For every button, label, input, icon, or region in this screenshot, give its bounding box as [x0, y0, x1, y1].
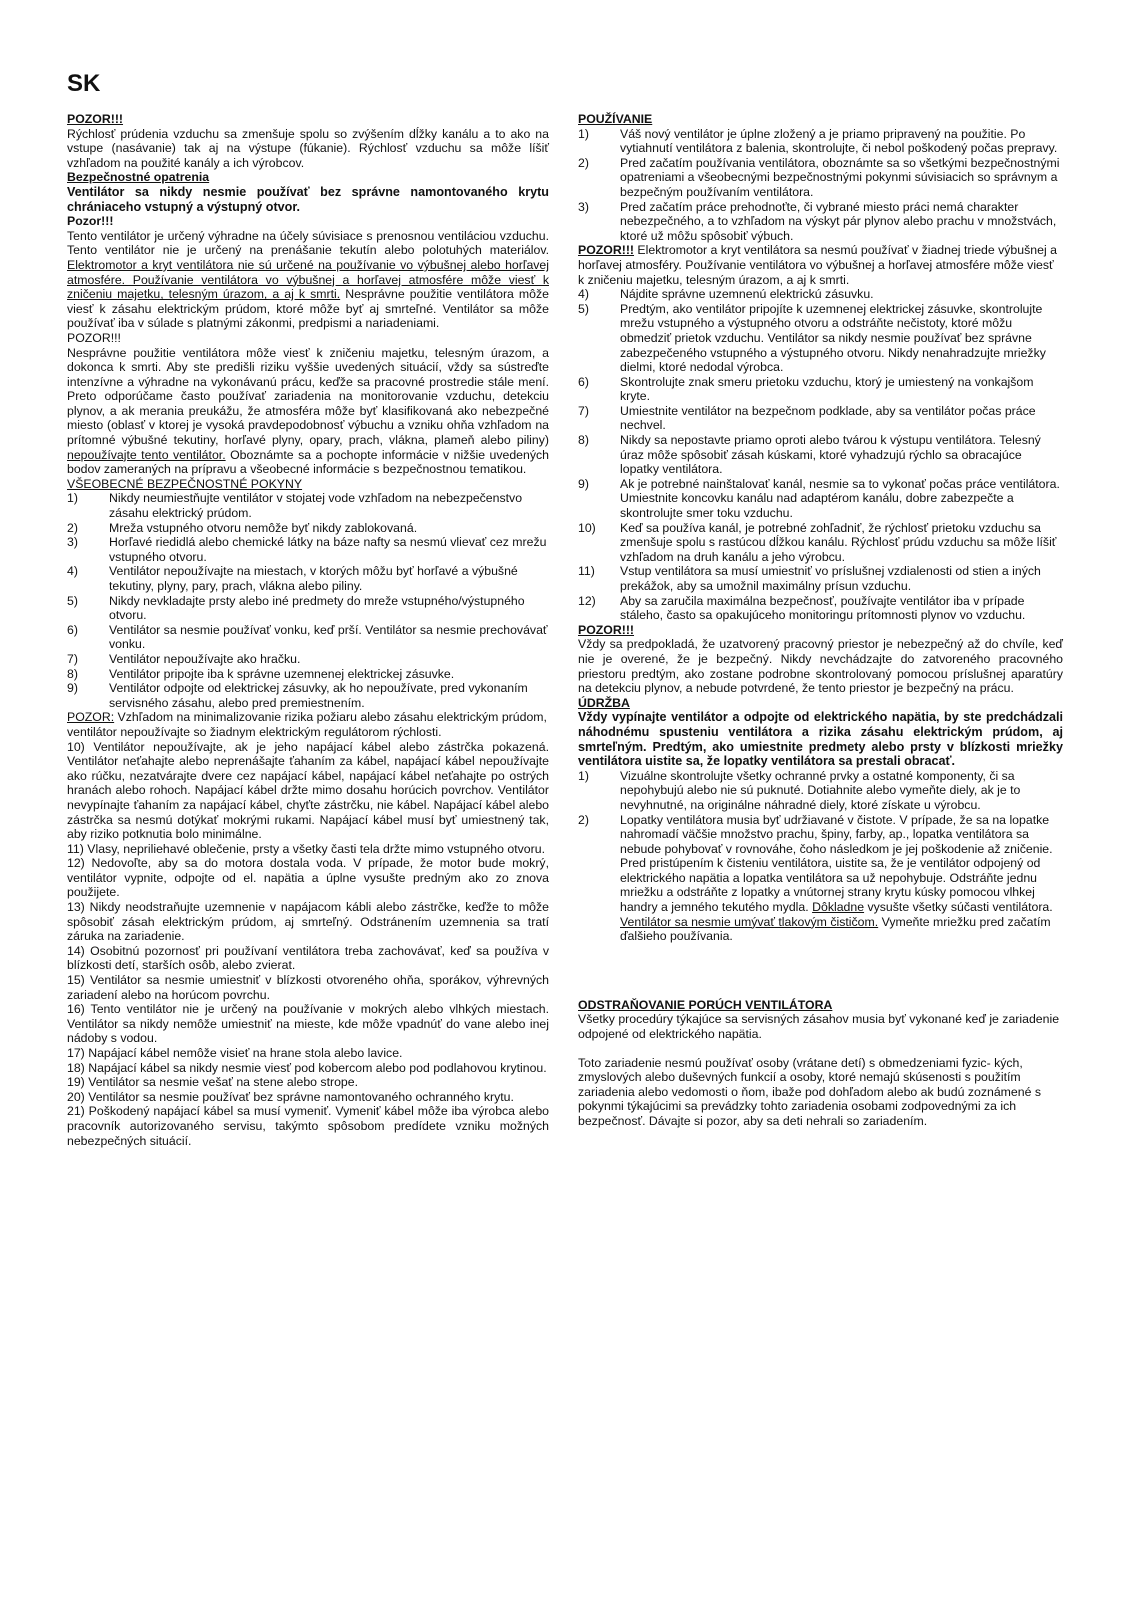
- list-item: [578, 156, 1063, 200]
- item-text-part: Vymeňte mriežku pred začatím ďalšieho používania.: [620, 914, 1051, 944]
- list-item: [578, 564, 1063, 593]
- troubleshooting-text: Všetky procedúry týkajúce sa servisných zásahov musia byť vykonané keď je zariadenie odpojené od elektrického napätia.: [578, 1012, 1060, 1042]
- list-item: 14) Osobitnú pozornosť pri používaní ventilátora treba zachovávať, keď sa používa v blízkosti detí, starších osôb, alebo zvierat.: [67, 943, 549, 973]
- item-text-underlined: Ventilátor sa nesmie umývať tlakovým čističom.: [620, 914, 879, 929]
- item-number: 11): [578, 564, 595, 579]
- list-item: [67, 681, 549, 710]
- item-number: 8): [578, 433, 589, 448]
- item-number: 3): [67, 535, 78, 550]
- warning-title-1: POZOR!!!: [67, 112, 124, 126]
- list-item: [578, 127, 1063, 156]
- item-text: [620, 813, 1063, 944]
- item-text: Nájdite správne uzemnenú elektrickú zásuvku.: [620, 287, 874, 302]
- item-text: Pred začatím práce prehodnoťte, či vybrané miesto práci nemá charakter nebezpečného, a to vzhľadom na výskyt pár plynov alebo prachu v množstvách, ktoré už môžu spôsobiť výbuch.: [620, 199, 1057, 243]
- list-item: [67, 652, 549, 667]
- item-number: 6): [67, 622, 78, 637]
- speed-controller-warning: [67, 710, 549, 739]
- item-number: 4): [578, 287, 589, 302]
- item-text: Vstup ventilátora sa musí umiestniť vo príslušnej vzdialenosti od stien a iných prekážok, aby sa umožnil maximálny prísun vzduchu.: [620, 564, 1041, 593]
- list-item: 17) Napájací kábel nemôže visieť na hrane stola alebo lavice.: [67, 1046, 403, 1060]
- item-number: 9): [578, 476, 589, 491]
- item-number: 4): [67, 564, 78, 579]
- warning-label: POZOR!!!: [578, 243, 635, 258]
- item-text: Umiestnite ventilátor na bezpečnom podklade, aby sa ventilátor počas práce nechvel.: [620, 403, 1036, 433]
- item-text: Nikdy neumiestňujte ventilátor v stojatej vode vzhľadom na nebezpečenstvo zásahu elektrický prúdom.: [109, 491, 523, 521]
- maintenance-title: ÚDRŽBA: [578, 695, 630, 710]
- item-text-underlined: Dôkladne: [812, 900, 865, 915]
- general-safety-title: VŠEOBECNÉ BEZPEČNOSTNÉ POKYNY: [67, 476, 303, 491]
- warning-title-2: Pozor!!!: [67, 214, 114, 229]
- list-item: 19) Ventilátor sa nesmie vešať na stene alebo strope.: [67, 1075, 359, 1090]
- list-item: [578, 769, 1063, 813]
- item-text: Predtým, ako ventilátor pripojíte k uzemnenej elektrickej zásuvke, skontrolujte mrežu vstupného a výstupného otvoru a odstráňte nečistoty, ktoré môžu obmedziť prietok vzduchu. Ventilátor sa nikdy nesmie používať bez správne zabezpečeného vstupného a výstupného otvoru. Nikdy nenahradzujte mriežky dielmi, ktoré nedodal výrobca.: [620, 301, 1046, 375]
- safety-paragraph-part: Tento ventilátor je určený výhradne na účely súvisiace s prenosnou ventiláciou vzduchu. Tento ventilátor nie je určený na prenášanie tekutín alebo polotuhých materiálov.: [67, 228, 549, 258]
- warning-title-4: POZOR!!!: [578, 622, 635, 637]
- list-item: [578, 404, 1063, 433]
- item-number: 1): [67, 491, 78, 506]
- item-number: 10): [578, 520, 596, 535]
- item-text: Mreža vstupného otvoru nemôže byť nikdy zablokovaná.: [109, 520, 418, 535]
- list-item: 15) Ventilátor sa nesmie umiestniť v blízkosti otvoreného ohňa, sporákov, výhrevných zariadení alebo na horúcom povrchu.: [67, 973, 549, 1002]
- confined-space-warning: Vždy sa predpokladá, že uzatvorený pracovný priestor je nebezpečný až do chvíle, keď nie je overené, že je bezpečný. Nikdy nevchádzajte do zatvoreného pracovného priestoru predtým, ako zostane podrobne skontrolovaný pomocou príslušnej aparatúry na detekciu plynov, a nebude potvrdené, že tento priestor je bezpečný na prácu.: [578, 637, 1063, 696]
- warning-label: POZOR:: [67, 710, 115, 725]
- list-item: [67, 623, 549, 652]
- item-number: 8): [67, 666, 78, 681]
- item-number: 2): [67, 520, 78, 535]
- list-item: [67, 667, 549, 682]
- item-number: 6): [578, 374, 589, 389]
- item-number: 9): [67, 681, 78, 696]
- maintenance-list: [578, 769, 1063, 944]
- usage-title: POUŽÍVANIE: [578, 112, 653, 126]
- usage-list-b: [578, 287, 1063, 623]
- list-item: [67, 535, 549, 564]
- item-text: Skontrolujte znak smeru prietoku vzduchu, ktorý je umiestený na vonkajšom kryte.: [620, 374, 1034, 404]
- usage-list-a: [578, 127, 1063, 244]
- list-item: 11) Vlasy, nepriliehavé oblečenie, prsty a všetky časti tela držte mimo vstupného otvoru.: [67, 841, 545, 856]
- list-item: 20) Ventilátor sa nesmie používať bez správne namontovaného ochranného krytu.: [67, 1089, 514, 1104]
- item-text: Keď sa používa kanál, je potrebné zohľadniť, že rýchlosť prietoku vzduchu sa zmenšuje spolu s rastúcou dĺžkou kanálu. Rýchlosť prúdu vzduchu sa môže líšiť vzhľadom na druh kanálu a jeho výrobcu.: [620, 520, 1057, 564]
- disclaimer-text: Toto zariadenie nesmú používať osoby (vrátane detí) s obmedzeniami fyzic- kých, zmyslových alebo duševných funkcií a osoby, ktoré nemajú skúsenosti s použitím zariadenia alebo vedomosti o ňom, ibaže pod dohľadom alebo ak budú zoznámené s pokynmi týkajúcimi sa prevádzky tohto zariadenia osobami zodpovednými za ich bezpečnosť. Dávajte si pozor, aby sa deti nehrali so zariadením.: [578, 1055, 1041, 1128]
- item-number: 1): [578, 126, 589, 141]
- right-column: [578, 112, 1063, 1129]
- misuse-paragraph-part: Nesprávne použitie ventilátora môže viesť k zničeniu majetku, telesným úrazom, a dokonca k smrti. Aby ste predišli riziku vyššie uvedených situácií, vždy sa sústreďte intenzívne a výhradne na vykonávanú prácu, keďže sa pracovné prostredie stále mení. Preto odporúčame často používať zariadenia na monitorovanie vzduchu, detekciu plynov, a ak merania preukážu, že atmosféra môže byť klasifikovaná ako nebezpečné miesto (oblasť v ktorej je vysoká pravdepodobnosť výbuchu a vzniku ohňa vzhľadom na prítomné výbušné tekutiny, horľavé plyny, opary, prach, vlákna, plameň alebo piliny): [67, 345, 549, 448]
- item-text-part: Lopatky ventilátora musia byť udržiavané v čistote. V prípade, že sa na lopatke nahromadí väčšie množstvo prachu, špiny, farby, ap., lopatka ventilátora sa nebude pohybovať v rovnováhe, čoho následkom je jej poškodenie až zničenie. Pred pristúpením k čisteniu ventilátora, uistite sa, že je ventilátor odpojený od elektrického napätia a lopatka ventilátora sa už nepohybuje. Odstráňte jednu mriežku a odstráňte z lopatky a vnútornej strany krytu kúsky pomocou vlhkej handry a jemného tekutého mydla.: [620, 812, 1053, 915]
- misuse-paragraph: [67, 346, 549, 477]
- item-text: Ak je potrebné nainštalovať kanál, nesmie sa to vykonať počas práce ventilátora. Umiestnite koncovku kanálu nad adaptérom kanálu, dobre zabezpečte a skontrolujte smer toku vzduchu.: [620, 476, 1060, 521]
- safety-title: Bezpečnostné opatrenia: [67, 170, 210, 185]
- list-item: 21) Poškodený napájací kábel sa musí vymeniť. Vymeniť kábel môže iba výrobca alebo pracovník autorizovaného servisu, takýmto spôsobom predídete vzniku možných nebezpečných situácií.: [67, 1104, 549, 1148]
- warning-title-3: POZOR!!!: [67, 330, 121, 345]
- item-number: 2): [578, 155, 589, 170]
- list-item: 10) Ventilátor nepoužívajte, ak je jeho napájací kábel alebo zástrčka pokazená. Ventilátor neťahajte alebo neprenášajte ťahaním za kábel, napájací kábel nepoužívajte ako rúčku, nezatvárajte dvere cez napájací kábel, napájací kábel neťahajte po ostrých hranách alebo rohoch. Napájací kábel držte mimo dosahu horúcich povrchov. Ventilátor nevypínajte ťahaním za napájací kábel, chyťte zástrčku, nie kábel. Napájací kábel alebo zástrčka sa nesmú dotýkať mokrými rukami. Napájací kábel musí byť umiestnený tak, aby riziko potknutia bolo minimálne.: [67, 739, 549, 842]
- item-text: Pred začatím používania ventilátora, oboznámte sa so všetkými bezpečnostnými opatreniami a všeobecnými bezpečnostnými pokynmi súvisiacich so správnym a bezpečným používaním ventilátora.: [620, 155, 1060, 199]
- item-number: 3): [578, 199, 589, 214]
- item-number: 5): [578, 301, 589, 316]
- item-text: Ventilátor odpojte od elektrickej zásuvky, ak ho nepoužívate, pred vykonaním servisného zásahu, alebo pred premiestnením.: [109, 681, 528, 710]
- item-text: Nikdy nevkladajte prsty alebo iné predmety do mreže vstupného/výstupného otvoru.: [109, 593, 525, 623]
- safety-bold-notice: Ventilátor sa nikdy nesmie používať bez správne namontovaného krytu chrániaceho vstupný a výstupný otvor.: [67, 184, 549, 214]
- list-item: [578, 375, 1063, 404]
- safety-paragraph-part: Nesprávne použitie ventilátora môže viesť k zásahu elektrickým prúdom, ktoré môže byť aj smrteľné. Ventilátor sa môže používať iba v súlade s platnými zákonmi, predpismi a nariadeniami.: [67, 287, 549, 331]
- safety-paragraph: [67, 229, 549, 331]
- list-item: [67, 521, 549, 536]
- item-text: Vizuálne skontrolujte všetky ochranné prvky a ostatné komponenty, či sa nepohybujú alebo nie sú puknuté. Dotiahnite alebo vymeňte diely, ak je to nevyhnutné, na originálne náhradné diely, ktoré získate u výrobcu.: [620, 768, 1021, 812]
- item-text: Horľavé riedidlá alebo chemické látky na báze nafty sa nesmú vlievať cez mrežu vstupného otvoru.: [109, 535, 547, 564]
- list-item: [578, 813, 1063, 944]
- list-item: 12) Nedovoľte, aby sa do motora dostala voda. V prípade, že motor bude mokrý, ventilátor vypnite, odpojte od el. napätia a úplne vysušte predným ako zo znova použijete.: [67, 856, 549, 900]
- item-text: Ventilátor nepoužívajte na miestach, v ktorých môžu byť horľavé a výbušné tekutiny, plyny, pary, prach, vlákna alebo piliny.: [109, 564, 518, 593]
- misuse-paragraph-underlined: nepoužívajte tento ventilátor.: [67, 447, 226, 462]
- item-text: Váš nový ventilátor je úplne zložený a je priamo pripravený na použitie. Po vytiahnutí ventilátora z balenia, skontrolujte, či nebol poškodený počas prepravy.: [620, 126, 1058, 156]
- warning-text: Vzhľadom na minimalizovanie rizika požiaru alebo zásahu elektrickým prúdom, ventilátor nepoužívajte so žiadnym elektrickým regulátorom rýchlosti.: [67, 710, 547, 739]
- usage-warning: [578, 243, 1063, 287]
- troubleshooting-title: ODSTRAŇOVANIE PORÚCH VENTILÁTORA: [578, 997, 833, 1012]
- list-item: [578, 594, 1063, 623]
- item-number: 7): [67, 651, 78, 666]
- list-item: 18) Napájací kábel sa nikdy nesmie viesť pod kobercom alebo pod podlahovou krytinou.: [67, 1060, 547, 1075]
- warning-text-1: Rýchlosť prúdenia vzduchu sa zmenšuje spolu so zvýšením dĺžky kanálu a to ako na vstupe (nasávanie) tak aj na výstupe (fúkanie). Rýchlosť vzduchu sa môže líšiť vzhľadom na použité kanály a ich výrobcov.: [67, 126, 549, 170]
- list-item: [67, 564, 549, 593]
- list-item: [578, 200, 1063, 244]
- list-item: 13) Nikdy neodstraňujte uzemnenie v napájacom kábli alebo zástrčke, keďže to môže spôsobiť zásah elektrickým prúdom, aj smrteľný. Odstránením uzemnenia sa tratí záruka na zariadenie.: [67, 900, 549, 944]
- misuse-paragraph-part: Oboznámte sa a pochopte informácie v nižšie uvedených bodov zameraných na prípravu a všeobecné informácie s bezpečnostnou tematikou.: [67, 447, 549, 477]
- general-safety-list: [67, 491, 549, 710]
- list-item: [67, 491, 549, 520]
- item-number: 1): [578, 768, 589, 783]
- list-item: [578, 521, 1063, 565]
- language-code: SK: [67, 70, 101, 97]
- item-number: 7): [578, 403, 589, 418]
- item-text-part: vysušte všetky súčasti ventilátora.: [864, 900, 1053, 915]
- list-item: [578, 302, 1063, 375]
- left-column: [67, 112, 549, 1148]
- item-text: Nikdy sa nepostavte priamo oproti alebo tvárou k výstupu ventilátora. Telesný úraz môže spôsobiť zásah kúskami, ktoré vyhadzujú rýchlo sa obracajúce lopatky ventilátora.: [620, 433, 1041, 477]
- item-text: Ventilátor pripojte iba k správne uzemnenej elektrickej zásuvke.: [109, 666, 455, 681]
- list-item: [578, 477, 1063, 521]
- warning-text: Elektromotor a kryt ventilátora sa nesmú používať v žiadnej triede výbušnej a horľavej atmosféry. Používanie ventilátora vo výbušnej a horľavej atmosfére môže viesť k zničeniu majetku, telesným úrazom, a aj k smrti.: [578, 243, 1057, 287]
- item-text: Ventilátor nepoužívajte ako hračku.: [109, 651, 301, 666]
- item-number: 12): [578, 593, 596, 608]
- list-item: 16) Tento ventilátor nie je určený na používanie v mokrých alebo vlhkých miestach. Ventilátor sa nikdy nemôže umiestniť na mieste, kde môže vpadnúť do vane alebo inej nádoby s vodou.: [67, 1002, 549, 1046]
- list-item: [67, 594, 549, 623]
- item-text: Ventilátor sa nesmie používať vonku, keď prší. Ventilátor sa nesmie prechovávať vonku.: [109, 622, 548, 652]
- item-number: 5): [67, 593, 78, 608]
- item-text: Aby sa zaručila maximálna bezpečnosť, používajte ventilátor iba v prípade stáleho, často sa opakujúceho monitoringu prítomnosti plynov vo vzduchu.: [620, 593, 1026, 623]
- safety-paragraph-underlined: Elektromotor a kryt ventilátora nie sú určené na používanie vo výbušnej alebo horľavej atmosfére. Používanie ventilátora vo výbušnej a horľavej atmosfére môže viesť k zničeniu majetku, telesným úrazom, a aj k smrti.: [67, 257, 549, 302]
- item-number: 2): [578, 812, 589, 827]
- list-item: [578, 287, 1063, 302]
- list-item: [578, 433, 1063, 477]
- maintenance-bold-notice: Vždy vypínajte ventilátor a odpojte od elektrického napätia, by ste predchádzali náhodnému spusteniu ventilátora a rizika zásahu elektrickým prúdom, aj smrteľným. Predtým, ako umiestnite predmety alebo prsty v blízkosti mriežky ventilátora uistite sa, že lopatky ventilátora sa prestali obracať.: [578, 710, 1063, 769]
